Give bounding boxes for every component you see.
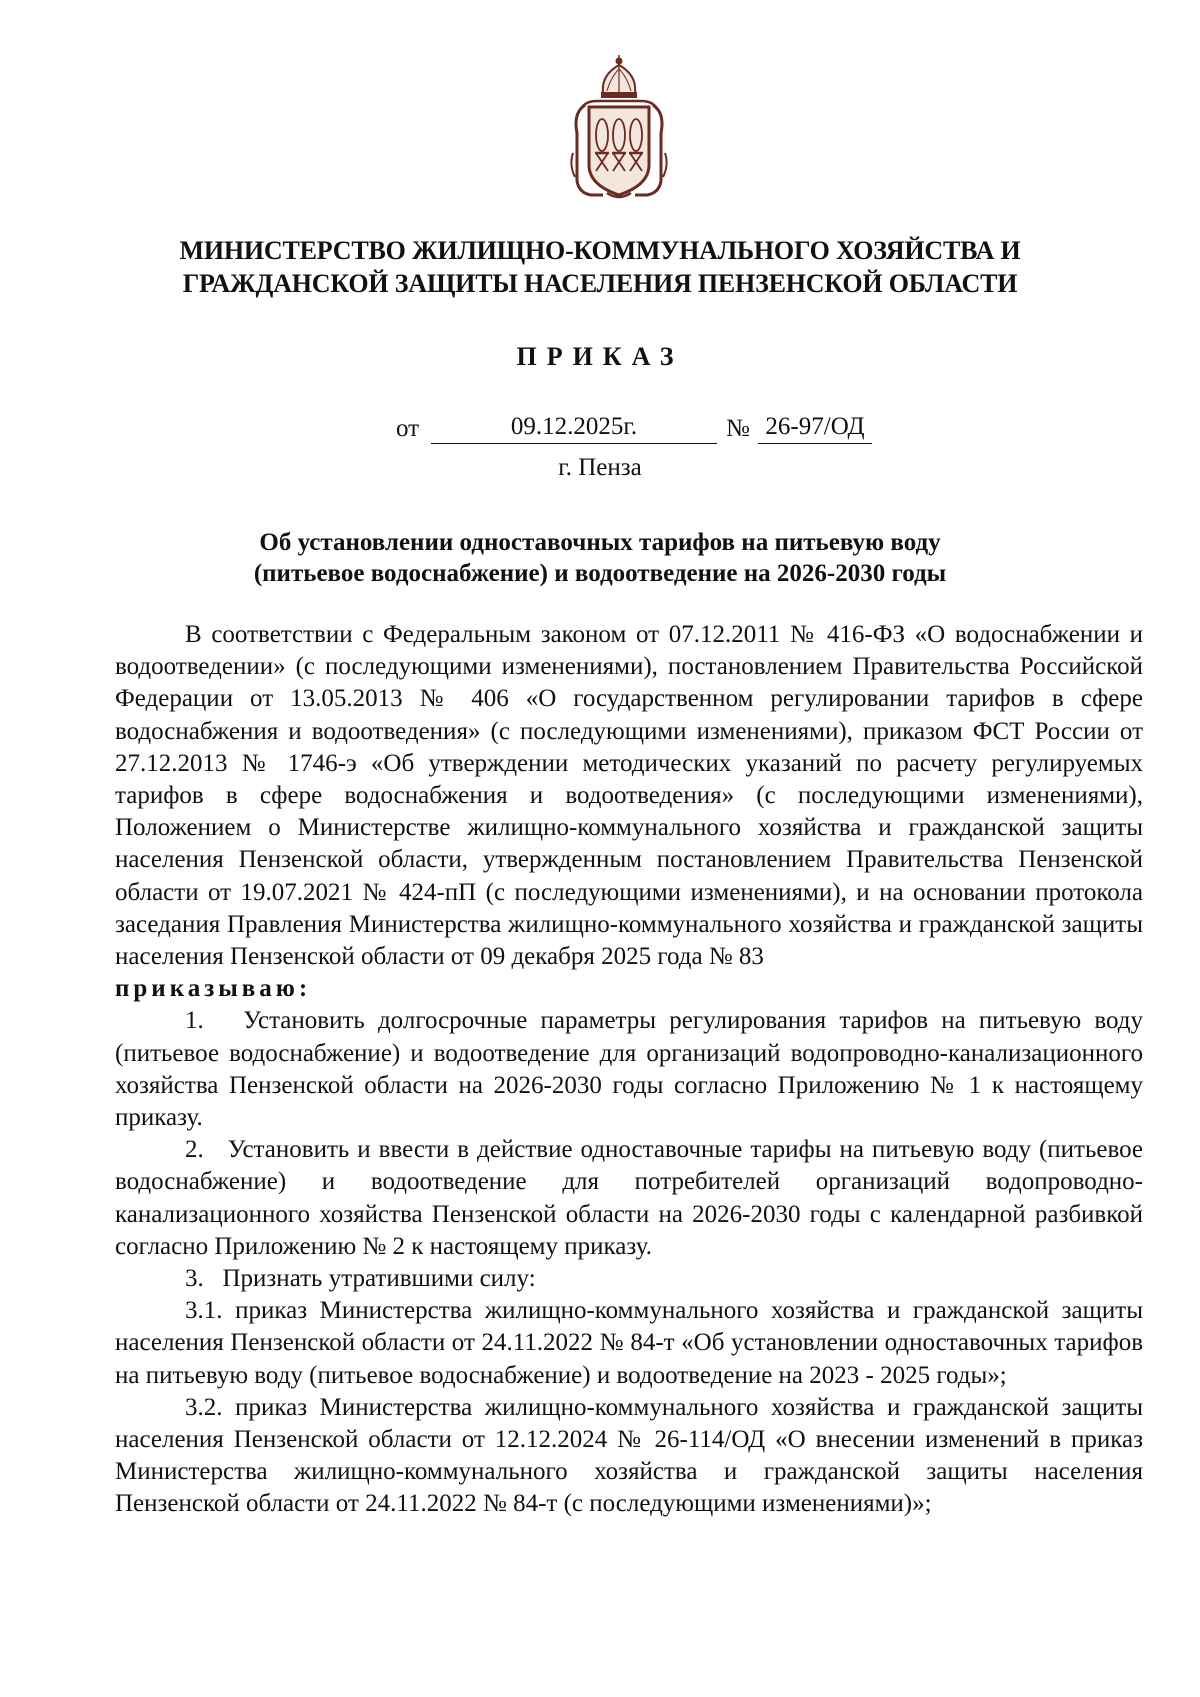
preamble-paragraph: В соответствии с Федеральным законом от 07.12.2011 № 416-ФЗ «О водоснабжении и водоотведении» (с последующими изменениями), постановлением Правительства Российской Федерации от 13.05.2013 № 406 «О государственном регулировании тарифов в сфере водоснабжения и водоотведения» (с последующими изменениями), приказом ФСТ России от 27.12.2013 № 1746-э «Об утверждении методических указаний по расчету регулируемых тарифов в сфере водоснабжения и водоотведения» (с последующими изменениями), Положением о Министерстве жилищно-коммунального хозяйства и гражданской защиты населения Пензенской области, утвержденным постановлением Правительства Пензенской области от 19.07.2021 № 424-пП (с последующими изменениями), и на основании протокола заседания Правления Министерства жилищно-коммунального хозяйства и гражданской защиты населения Пензенской области от 09 декабря 2025 года № 83 [115, 621, 1143, 971]
number-sign: № [726, 415, 750, 442]
clause-3-2: 3.2. приказ Министерства жилищно-коммунального хозяйства и гражданской защиты населения Пензенской области от 12.12.2024 № 26-114/ОД «О внесении изменений в приказ Министерства жилищно-коммунального хозяйства и гражданской защиты населения Пензенской области от 24.11.2022 № 84-т (с последующими изменениями)»; [115, 1393, 1143, 1518]
ministry-name [100, 234, 1100, 300]
order-subject [100, 527, 1100, 589]
order-word-paragraph [115, 973, 1143, 1005]
clause-3: 3. Признать утратившими силу: [185, 1265, 536, 1293]
ministry-name-line-2: ГРАЖДАНСКОЙ ЗАЩИТЫ НАСЕЛЕНИЯ ПЕНЗЕНСКОЙ ОБЛАСТИ [182, 269, 1018, 298]
ministry-name-line-1: МИНИСТЕРСТВО ЖИЛИЩНО-КОММУНАЛЬНОГО ХОЗЯЙСТВА И [179, 236, 1021, 265]
document-type-title: ПРИКАЗ [516, 342, 684, 371]
document-date: 09.12.2025г. [431, 413, 717, 444]
clause-3-1: 3.1. приказ Министерства жилищно-коммунального хозяйства и гражданской защиты населения Пензенской области от 24.11.2022 № 84-т «Об установлении одноставочных тарифов на питьевую воду (питьевое водоснабжение) и водоотведение на 2023 - 2025 годы»; [115, 1297, 1143, 1389]
city: г. Пенза [558, 454, 642, 481]
clause-1: 1. Установить долгосрочные параметры регулирования тарифов на питьевую воду (питьевое водоснабжение) и водоотведение для организаций водопроводно-канализационного хозяйства Пензенской области на 2026-2030 годы согласно Приложению № 1 к настоящему приказу. [115, 1007, 1143, 1132]
penza-coat-of-arms-emblem [567, 53, 671, 203]
date-prefix: от [396, 415, 420, 442]
order-subject-line-2: (питьевое водоснабжение) и водоотведение на 2026-2030 годы [253, 560, 947, 587]
order-word: приказываю: [115, 975, 312, 1003]
clause-2: 2. Установить и ввести в действие одноставочные тарифы на питьевую воду (питьевое водоснабжение) и водоотведение для потребителей организаций водопроводно-канализационного хозяйства Пензенской области на 2026-2030 годы с календарной разбивкой согласно Приложению № 2 к настоящему приказу. [115, 1136, 1143, 1260]
order-body [115, 619, 1143, 1521]
order-subject-line-1: Об установлении одноставочных тарифов на питьевую воду [259, 529, 941, 556]
document-number: 26-97/ОД [758, 413, 872, 444]
